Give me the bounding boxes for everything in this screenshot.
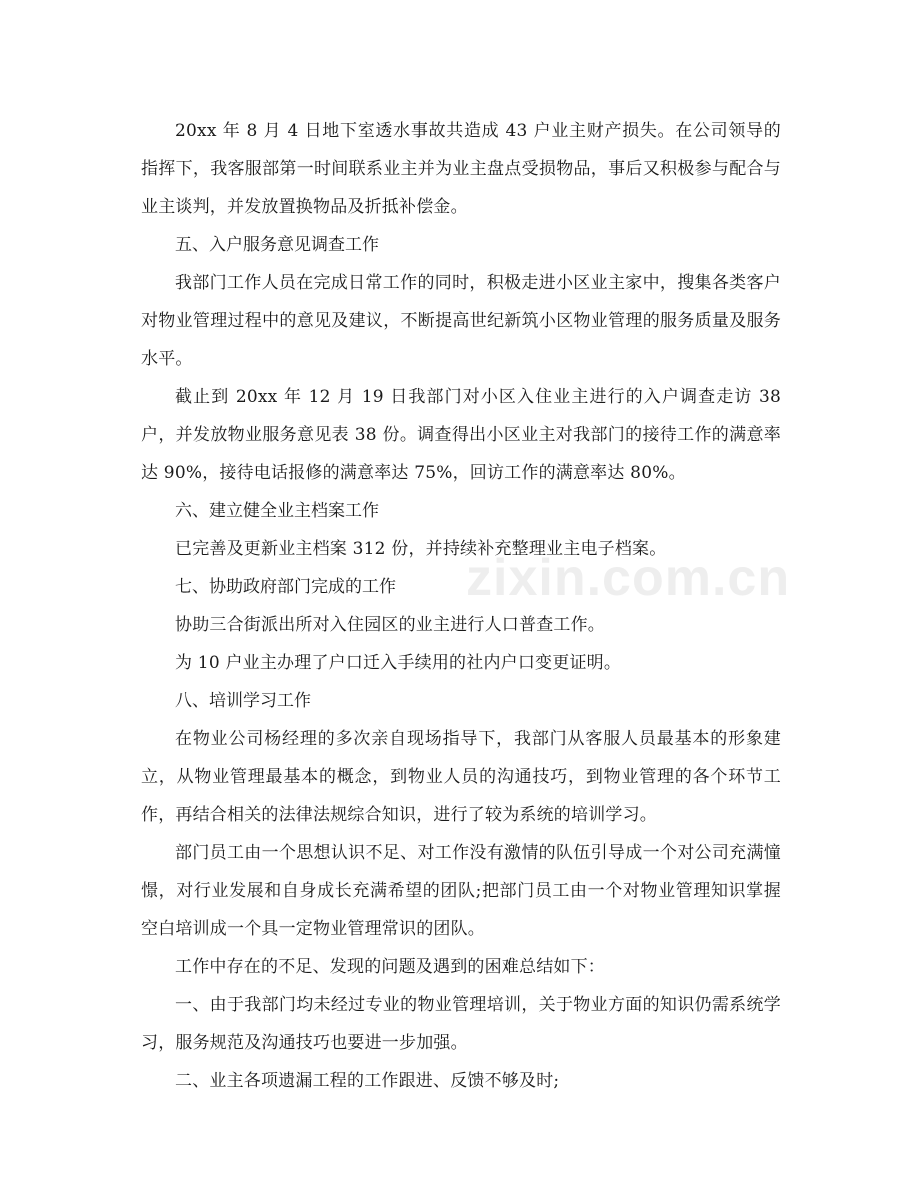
section-heading-8: 八、培训学习工作 (175, 691, 311, 711)
paragraph-problem-2: 二、业主各项遗漏工程的工作跟进、反馈不够及时; (175, 1071, 560, 1091)
paragraph-survey-results: 截止到 20xx 年 12 月 19 日我部门对小区入住业主进行的入户调查走访 38 户，并发放物业服务意见表 38 份。调查得出小区业主对我部门的接待工作的满意率达 90%，接待电话报修的满意率达 75%，回访工作的满意率达 80%。 (141, 387, 781, 483)
paragraph-census: 协助三合街派出所对入住园区的业主进行人口普查工作。 (175, 615, 605, 635)
paragraph-training: 在物业公司杨经理的多次亲自现场指导下，我部门从客服人员最基本的形象建立，从物业管理最基本的概念，到物业人员的沟通技巧，到物业管理的各个环节工作，再结合相关的法律法规综合知识，进行了较为系统的培训学习。 (141, 729, 781, 825)
section-heading-5: 五、入户服务意见调查工作 (175, 235, 379, 255)
paragraph-team-growth: 部门员工由一个思想认识不足、对工作没有激情的队伍引导成一个对公司充满憧憬，对行业发展和自身成长充满希望的团队;把部门员工由一个对物业管理知识掌握空白培训成一个具一定物业管理常识的团队。 (141, 843, 781, 939)
paragraph-basement-flood: 20xx 年 8 月 4 日地下室透水事故共造成 43 户业主财产损失。在公司领导的指挥下，我客服部第一时间联系业主并为业主盘点受损物品，事后又积极参与配合与业主谈判，并发放置换物品及折抵补偿金。 (141, 121, 781, 217)
paragraph-household-registration: 为 10 户业主办理了户口迁入手续用的社内户口变更证明。 (175, 653, 622, 673)
watermark: zixin.com.cn (466, 549, 791, 607)
paragraph-survey-intro: 我部门工作人员在完成日常工作的同时，积极走进小区业主家中，搜集各类客户对物业管理过程中的意见及建议，不断提高世纪新筑小区物业管理的服务质量及服务水平。 (141, 273, 781, 369)
paragraph-problem-1: 一、由于我部门均未经过专业的物业管理培训，关于物业方面的知识仍需系统学习，服务规范及沟通技巧也要进一步加强。 (141, 995, 781, 1053)
paragraph-problems-intro: 工作中存在的不足、发现的问题及遇到的困难总结如下： (175, 957, 605, 977)
section-heading-6: 六、建立健全业主档案工作 (175, 501, 379, 521)
paragraph-owner-files: 已完善及更新业主档案 312 份，并持续补充整理业主电子档案。 (175, 539, 667, 559)
section-heading-7: 七、协助政府部门完成的工作 (175, 577, 396, 597)
